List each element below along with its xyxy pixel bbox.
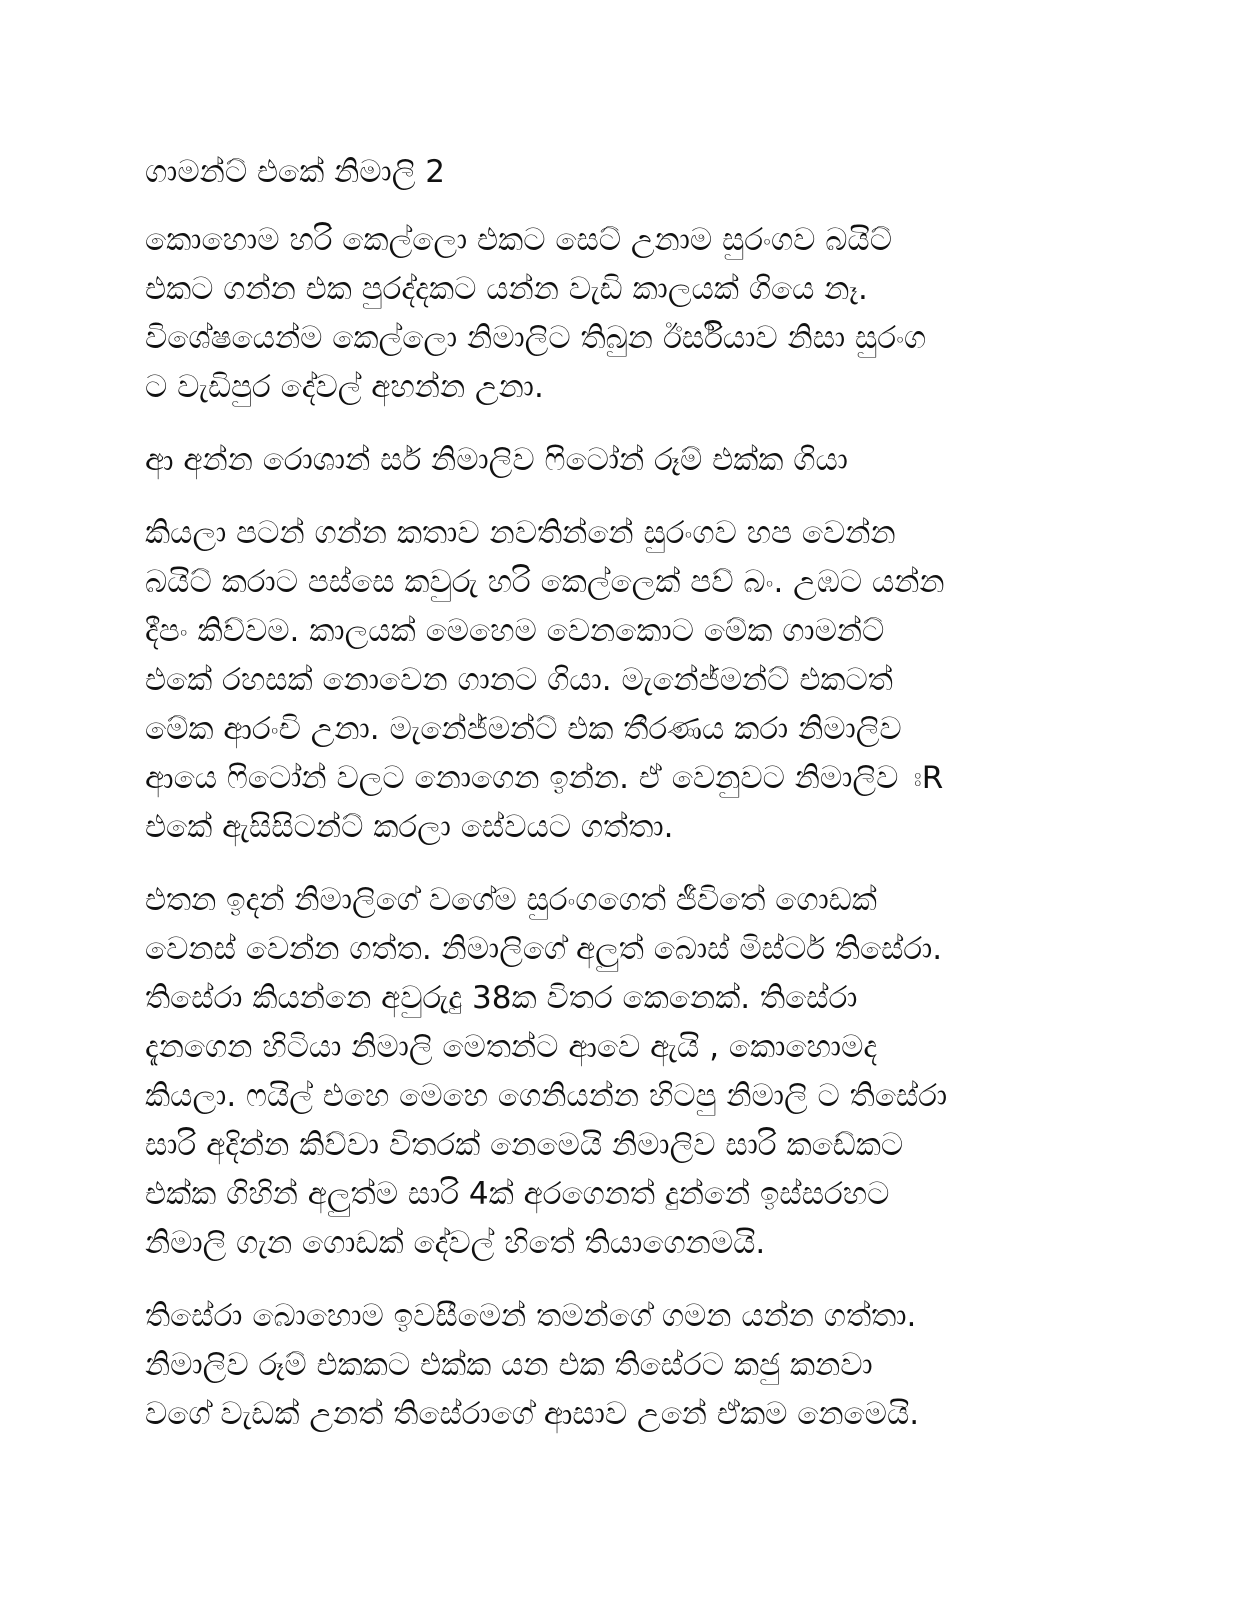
text-line: තිසේරා කියන්නෙ අවුරුදු 38ක විතර කෙනෙක්. තිසේරා	[145, 980, 858, 1016]
paragraph	[145, 436, 1065, 485]
text-line: නිමාලි ගැන ගොඩක් දේවල් හිතේ තියාගෙනමයි.	[145, 1225, 766, 1261]
text-line: දීපං කිව්වම. කාලයක් මෙහෙම වෙනකොට මේක ගාමන්ට්	[145, 613, 885, 649]
text-line: කියලා පටන් ගන්න කතාව නවතින්නේ සුරංගව හප වෙන්න	[145, 515, 896, 551]
text-line: විශේෂයෙන්ම කෙල්ලො නිමාලිට තිබුන ඊර්සියාව නිසා සුරංග	[145, 320, 927, 356]
paragraph	[145, 1292, 1065, 1439]
text-line: එකට ගන්න එක පුරද්දකට යන්න වැඩි කාලයක් ගියෙ නෑ.	[145, 271, 868, 307]
paragraph	[145, 509, 1065, 852]
text-line: එතන ඉදන් නිමාලිගේ වගේම සුරංගගෙත් ජීවිතේ ගොඩක්	[145, 882, 877, 918]
text-line: දැනගෙන හිටියා නිමාලි මෙතන්ට ආවෙ ඇයි , කොහොමද	[145, 1029, 878, 1065]
text-line: ආ අන්න රොශාන් සර් නිමාලිව ෆිටෝන් රූම් එක්ක ගියා	[145, 442, 848, 478]
text-line: ට වැඩිපුර දේවල් අහන්න උනා.	[145, 369, 544, 405]
text-line: කොහොම හරි කෙල්ලො එකට සෙට් උනාම සුරංගව බයිට්	[145, 222, 893, 258]
text-line: මේක ආරංචි උනා. මැනේජ්මන්ට් එක තීරණය කරා නිමාලිව	[145, 711, 902, 747]
paragraph	[145, 876, 1065, 1268]
text-line: නිමාලිව රූම් එකකට එක්ක යන එක තිසේරට කජු කනවා	[145, 1347, 873, 1383]
text-line: බයිට් කරාට පස්සෙ කවුරු හරි කෙල්ලෙක් පව් බං. උඹට යන්න	[145, 564, 945, 600]
text-line: වගේ වැඩක් උනත් තිසේරාගේ ආසාව උනේ ඒකම නෙමෙයි.	[145, 1396, 920, 1432]
text-line: සාරි අදින්න කිව්වා විතරක් නෙමෙයි නිමාලිව සාරි කඩේකට	[145, 1127, 904, 1163]
text-line: වෙනස් වෙන්න ගත්ත. නිමාලිගේ අලුත් බොස් මිස්ටර් තිසේරා.	[145, 931, 943, 967]
text-line: එක්ක ගිහින් අලුත්ම සාරි 4ක් අරගෙනත් දුන්නේ ඉස්සරහට	[145, 1176, 890, 1212]
text-line: කියලා. ෆයිල් එහෙ මෙහෙ ගෙනියන්න හිටපු නිමාලි ට තිසේරා	[145, 1078, 948, 1114]
text-line: තිසේරා බොහොම ඉවසීමෙන් තමන්ගේ ගමන යන්න ගත්තා.	[145, 1298, 917, 1334]
paragraph	[145, 216, 1065, 412]
story-title: ගාමන්ට් එකේ නිමාලි 2	[145, 154, 445, 190]
text-line: ආයෙ ෆිටෝන් වලට නොගෙන ඉන්න. ඒ වෙනුවට නිමාලිව ඃR	[145, 760, 944, 796]
text-line: එකේ රහසක් නොවෙන ගානට ගියා. මැනේජ්මන්ට් එකටත්	[145, 662, 893, 698]
document-body	[145, 150, 1065, 1463]
text-line: එකේ ඇසිසිටන්ට් කරලා සේවයට ගත්තා.	[145, 809, 674, 845]
